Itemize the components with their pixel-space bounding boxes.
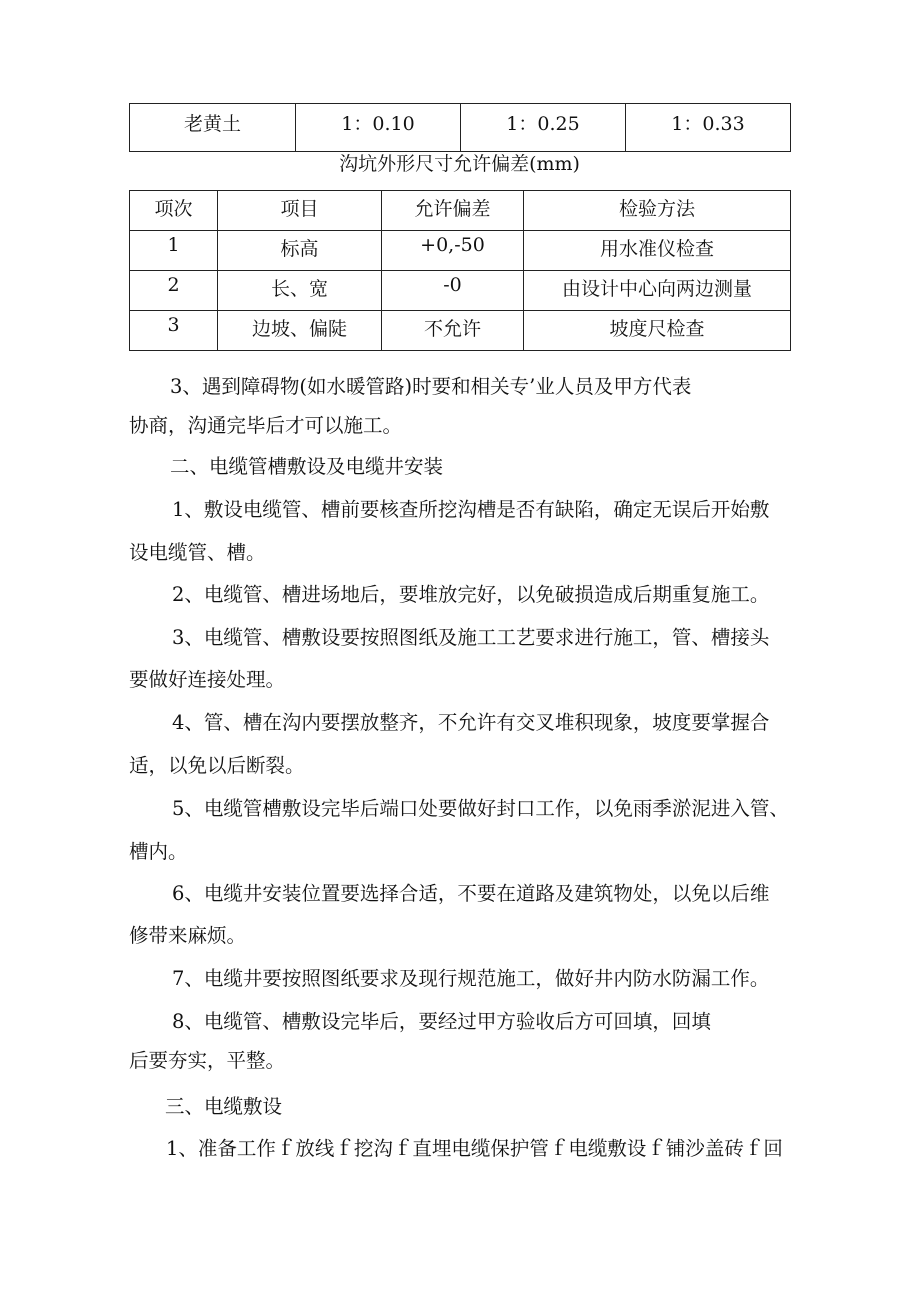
table-cell: 标高 <box>218 231 382 271</box>
table-cell: +0,-50 <box>382 231 524 271</box>
paragraph-line: 设电缆管、槽。 <box>129 541 266 564</box>
table-row <box>130 231 791 271</box>
table-cell: 用水准仪检查 <box>524 231 791 271</box>
table-cell: 由设计中心向两边测量 <box>524 271 791 311</box>
table-cell: 坡度尺检查 <box>524 311 791 351</box>
section-heading: 三、电缆敷设 <box>165 1095 283 1118</box>
table-row <box>130 311 791 351</box>
paragraph-line: 1、敷设电缆管、槽前要核查所挖沟槽是否有缺陷，确定无误后开始敷 <box>172 498 770 521</box>
section-heading: 二、电缆管槽敷设及电缆井安装 <box>170 455 444 478</box>
table-caption: 沟坑外形尺寸允许偏差(mm) <box>339 153 580 175</box>
table-cell: 1 <box>130 231 218 271</box>
paragraph-line: 4、管、槽在沟内要摆放整齐，不允许有交叉堆积现象，坡度要掌握合 <box>172 711 770 734</box>
paragraph-line: 1、准备工作ｆ放线ｆ挖沟ｆ直埋电缆保护管ｆ电缆敷设ｆ铺沙盖砖ｆ回 <box>166 1137 783 1160</box>
table-cell: 1：0.10 <box>296 104 461 152</box>
column-header: 允许偏差 <box>382 191 524 231</box>
table-cell: 老黄土 <box>130 104 296 152</box>
paragraph-line: 要做好连接处理。 <box>129 668 286 691</box>
paragraph-line: 5、电缆管槽敷设完毕后端口处要做好封口工作，以免雨季淤泥进入管、 <box>172 797 789 820</box>
table-cell: 长、宽 <box>218 271 382 311</box>
table-cell: 1：0.33 <box>626 104 791 152</box>
paragraph-line: 后要夯实，平整。 <box>129 1049 286 1072</box>
slope-ratio-table <box>129 103 791 152</box>
column-header: 项目 <box>218 191 382 231</box>
paragraph-line: 2、电缆管、槽进场地后，要堆放完好，以免破损造成后期重复施工。 <box>172 583 770 606</box>
paragraph-line: 槽内。 <box>129 840 188 863</box>
table-row <box>130 104 791 152</box>
column-header: 检验方法 <box>524 191 791 231</box>
paragraph-line: 8、电缆管、槽敷设完毕后，要经过甲方验收后方可回填，回填 <box>172 1010 711 1033</box>
table-cell: 1：0.25 <box>461 104 626 152</box>
table-row <box>130 271 791 311</box>
paragraph-line: 3、遇到障碍物(如水暖管路)时要和相关专’业人员及甲方代表 <box>170 375 692 398</box>
paragraph-line: 协商，沟通完毕后才可以施工。 <box>129 414 403 437</box>
paragraph-line: 修带来麻烦。 <box>129 924 247 947</box>
table-cell: 边坡、偏陡 <box>218 311 382 351</box>
table-cell: 3 <box>130 311 218 351</box>
table-header-row <box>130 191 791 231</box>
paragraph-line: 6、电缆井安装位置要选择合适，不要在道路及建筑物处，以免以后维 <box>172 882 770 905</box>
paragraph-line: 适，以免以后断裂。 <box>129 754 305 777</box>
paragraph-line: 7、电缆井要按照图纸要求及现行规范施工，做好井内防水防漏工作。 <box>172 967 770 990</box>
column-header: 项次 <box>130 191 218 231</box>
paragraph-line: 3、电缆管、槽敷设要按照图纸及施工工艺要求进行施工，管、槽接头 <box>172 626 770 649</box>
table-cell: -0 <box>382 271 524 311</box>
tolerance-table <box>129 190 791 351</box>
table-cell: 不允许 <box>382 311 524 351</box>
table-cell: 2 <box>130 271 218 311</box>
